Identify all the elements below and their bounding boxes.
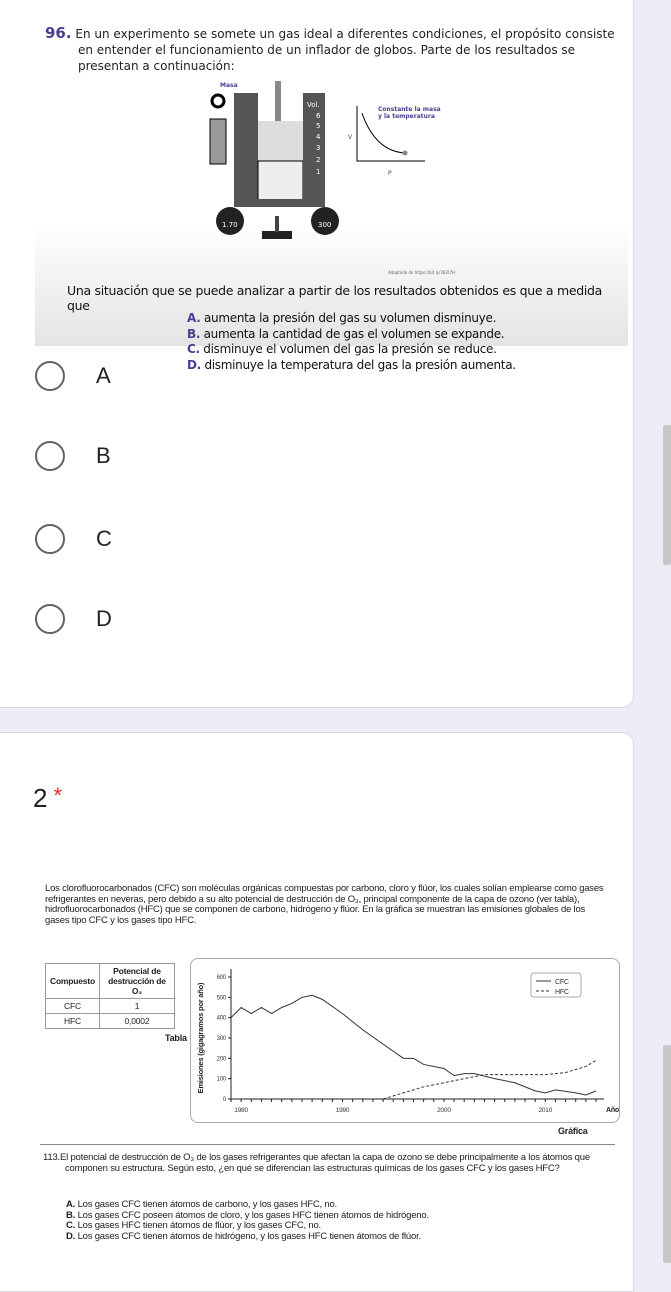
svg-text:1: 1 [316,168,321,176]
svg-text:300: 300 [318,221,332,229]
scrollbar-thumb[interactable] [663,425,671,565]
svg-text:Constante la masa: Constante la masa [378,106,441,113]
question-image-113 [30,868,620,1263]
radio-label: B [96,443,111,468]
question-image-96 [35,21,628,372]
radio-label: A [96,363,111,388]
radio-option-d[interactable] [35,604,112,634]
image-option-c: C. disminuye el volumen del gas la presión se reduce. [187,342,497,356]
option-c: C. Los gases HFC tienen átomos de flúor, y los gases CFC, no. [66,1220,322,1231]
image-options-113 [66,1200,429,1242]
y-tick-label: 0 [222,1097,226,1103]
x-tick-label: 1980 [234,1107,248,1114]
svg-text:1.70: 1.70 [222,221,238,229]
question-number: 96. [45,24,72,42]
question-title: 2 * [33,783,63,813]
x-tick-label: 2000 [437,1107,451,1114]
radio-circle-icon[interactable] [35,361,65,391]
svg-text:P: P [388,170,392,177]
y-axis-label: Emisiones (gigagramos por año) [196,982,205,1094]
option-b: B. Los gases CFC poseen átomos de cloro, y los gases HFC tienen átomos de hidrógeno. [66,1209,429,1221]
balloon-pump-diagram [200,81,470,261]
question-stem: Una situación que se puede analizar a partir de los resultados obtenidos es que a medida que [67,283,603,313]
required-asterisk: * [53,783,63,808]
radio-option-c[interactable] [35,524,112,554]
svg-text:V: V [348,134,353,141]
y-tick-label: 400 [216,1015,226,1022]
x-tick-label: 2010 [538,1107,553,1114]
legend-label-hfc: HFC [555,989,569,996]
y-tick-label: 500 [216,995,226,1002]
radio-option-b[interactable] [35,441,111,471]
y-tick-label: 200 [216,1056,226,1063]
radio-circle-icon[interactable] [35,604,65,634]
scrollbar-thumb-lower[interactable] [663,1045,671,1263]
source-credit: Adaptado de https://bit.ly/382t7H [388,270,456,275]
series-line-cfc [231,995,596,1095]
emissions-chart [191,959,621,1124]
radio-option-a[interactable] [35,361,111,391]
radio-label: C [96,526,112,551]
chart-frame [190,958,620,1123]
question-96-text [45,25,615,74]
x-tick-label: 1990 [335,1107,350,1114]
series-line-hfc [383,1060,596,1099]
table-caption: Tabla [165,1033,187,1043]
option-a: A. Los gases CFC tienen átomos de carbono, y los gases HFC, no. [66,1199,337,1210]
vol-label: Vol. [307,101,320,109]
svg-text:5: 5 [316,122,321,130]
image-options [187,311,516,373]
divider [40,1144,615,1145]
radio-circle-icon[interactable] [35,441,65,471]
svg-text:y la temperatura: y la temperatura [378,113,435,120]
image-option-b: B. aumenta la cantidad de gas el volumen se expande. [187,326,505,341]
masa-label: Masa [220,82,238,89]
y-tick-label: 600 [216,975,226,981]
radio-label: D [96,606,112,631]
image-option-d: D. disminuye la temperatura del gas la presión aumenta. [187,357,516,372]
option-d: D. Los gases CFC tienen átomos de hidrógeno, y los gases HFC tienen átomos de flúor. [66,1230,421,1242]
svg-text:2: 2 [316,156,321,164]
svg-text:4: 4 [316,133,321,141]
svg-text:3: 3 [316,144,321,152]
radio-circle-icon[interactable] [35,524,65,554]
x-axis-label: Año [606,1107,620,1114]
ozone-table: Compuesto Potencial de destrucción de O₃ CFC 1 HFC 0,0002 [45,963,175,1029]
intro-paragraph: Los clorofluorocarbonados (CFC) son moléculas orgánicas compuestas por carbono, cloro y flúor, los cuales solían emplearse como gases refrigerantes en neveras, pero debido a su alto potencial de destrucción de O₃, principal componente de la capa de ozono (ver tabla), hidrofluorocarbonados (HFC) que se componen de carbono, hidrógeno y flúor. En la gráfica se muestran las emisiones globales de los gases tipo CFC y los gases tipo HFC. [45,883,604,926]
svg-text:6: 6 [316,112,321,120]
graph-caption: Gráfica [558,1126,588,1136]
legend-label-cfc: CFC [555,979,569,986]
image-option-a: A. aumenta la presión del gas su volumen disminuye. [187,311,497,325]
y-tick-label: 300 [216,1036,226,1042]
question-text: En un experimento se somete un gas ideal a diferentes condiciones, el propósito consiste en entender el funcionamiento de un inflador de globos. Parte de los resultados se presentan a continuación: [75,27,615,73]
question-113-text: 113.El potencial de destrucción de O₃ de los gases refrigerantes que afectan la capa de ozono se debe principalmente a los átomos que componen su estructura. Según esto, ¿en qué se diferencian las estructuras químicas de los gases CFC y los gases HFC? [43,1152,590,1174]
y-tick-label: 100 [216,1076,226,1083]
